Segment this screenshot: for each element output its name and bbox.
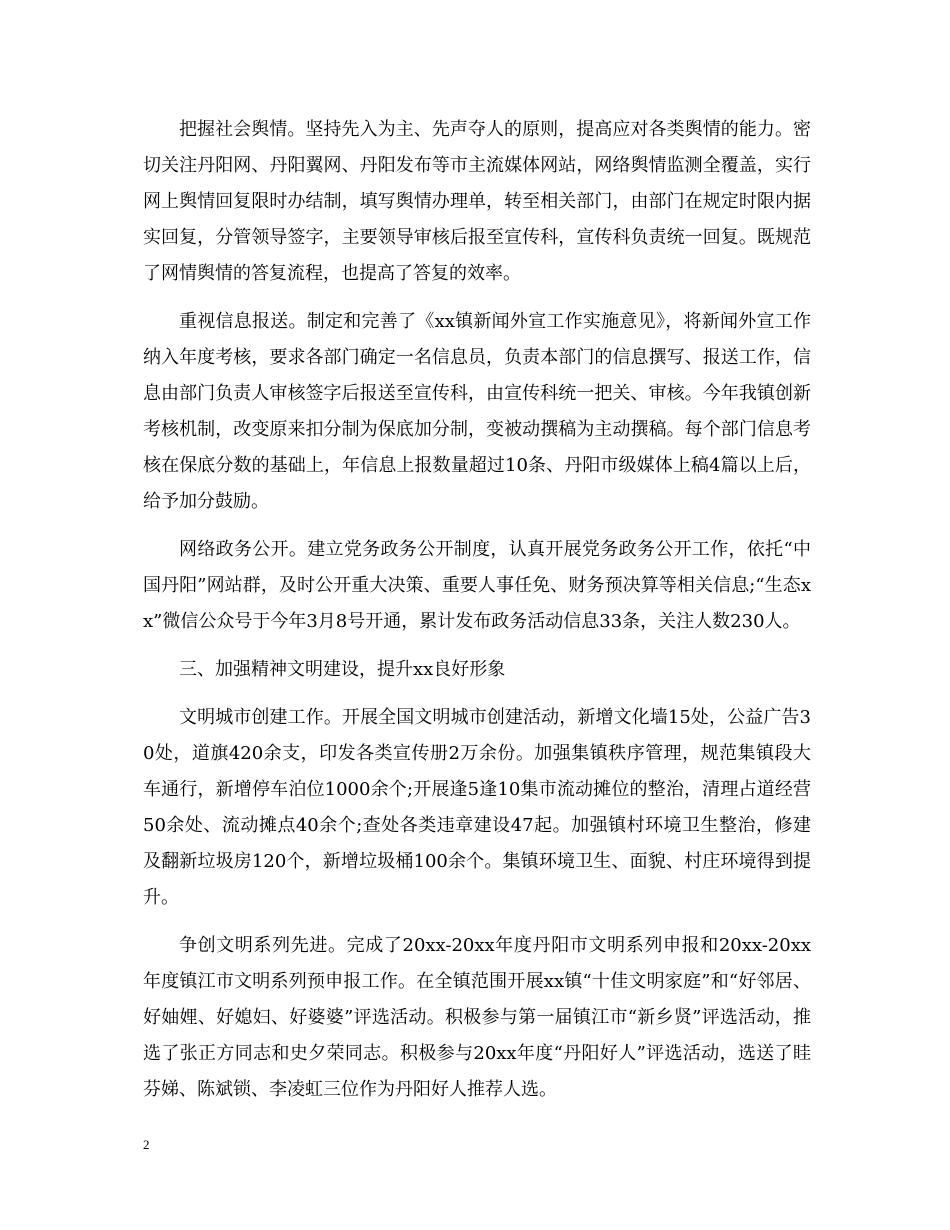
paragraph-civilization-awards: 争创文明系列先进。完成了20xx-20xx年度丹阳市文明系列申报和20xx-20xx年度镇江市文明系列预申报工作。在全镇范围开展xx镇“十佳文明家庭”和“好邻居、好妯娌、好媳妇、好婆婆”评选活动。积极参与第一届镇江市“新乡贤”评选活动，推选了张正方同志和史夕荣同志。积极参与20xx年度“丹阳好人”评选活动，选送了眭芬娣、陈斌锁、李凌虹三位作为丹阳好人推荐人选。 [143,935,811,1100]
page-number: 2 [143,1137,150,1152]
paragraph-government-openness: 网络政务公开。建立党务政务公开制度，认真开展党务政务公开工作，依托“中国丹阳”网站群，及时公开重大决策、重要人事任免、财务预决算等相关信息;“生态xx”微信公众号于今年3月8号开通，累计发布政务活动信息33条，关注人数230人。 [143,539,811,632]
paragraph-information-reporting: 重视信息报送。制定和完善了《xx镇新闻外宣工作实施意见》，将新闻外宣工作纳入年度考核，要求各部门确定一名信息员，负责本部门的信息撰写、报送工作，信息由部门负责人审核签字后报送至宣传科，由宣传科统一把关、审核。今年我镇创新考核机制，改变原来扣分制为保底加分制，变被动撰稿为主动撰稿。每个部门信息考核在保底分数的基础上，年信息上报数量超过10条、丹阳市级媒体上稿4篇以上后，给予加分鼓励。 [143,311,811,512]
section-heading: 三、加强精神文明建设，提升xx良好形象 [179,659,506,680]
paragraph-public-opinion: 把握社会舆情。坚持先入为主、先声夺人的原则，提高应对各类舆情的能力。密切关注丹阳网、丹阳翼网、丹阳发布等市主流媒体网站，网络舆情监测全覆盖，实行网上舆情回复限时办结制，填写舆情办理单，转至相关部门，由部门在规定时限内据实回复，分管领导签字，主要领导审核后报至宣传科，宣传科负责统一回复。既规范了网情舆情的答复流程，也提高了答复的效率。 [143,119,811,284]
paragraph-civilized-city: 文明城市创建工作。开展全国文明城市创建活动，新增文化墙15处，公益广告30处，道旗420余支，印发各类宣传册2万余份。加强集镇秩序管理，规范集镇段大车通行，新增停车泊位1000余个;开展逢5逢10集市流动摊位的整治，清理占道经营50余处、流动摊点40余个;查处各类违章建设47起。加强镇村环境卫生整治，修建及翻新垃圾房120个，新增垃圾桶100余个。集镇环境卫生、面貌、村庄环境得到提升。 [143,707,811,908]
document-body [143,112,811,1120]
